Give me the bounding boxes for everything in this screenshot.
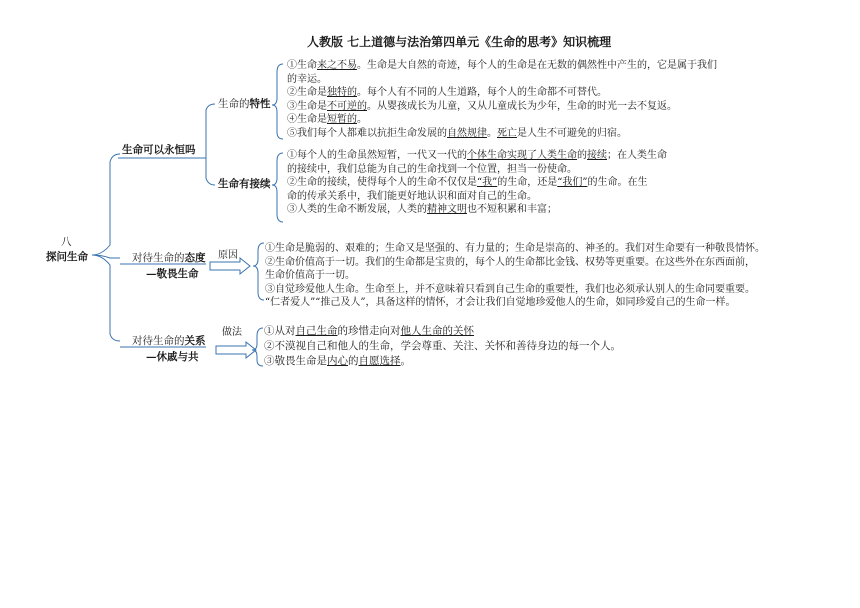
text-segment: ④生命是 [287, 114, 327, 125]
underlined-keyword: 来之不易 [317, 60, 357, 71]
text-segment: 。从婴孩成长为儿童，又从儿童成长为少年，生命的时光一去不复返。 [367, 100, 677, 112]
text-segment: ①从对 [264, 325, 296, 337]
text-segment: ；在人类生命 [607, 150, 667, 161]
underlined-keyword: 独特的 [327, 87, 357, 98]
branch2-arrow-label: 原因 [218, 250, 238, 261]
text-line [287, 113, 717, 127]
text-segment: 的接续中，我们总能为自己的生命找到一个位置，担当一份使命。 [287, 163, 577, 175]
text-line [265, 269, 765, 283]
text-line [287, 203, 667, 217]
text-line [287, 59, 717, 73]
text-line [287, 176, 667, 190]
branch3-title: 对待生命的关系 [132, 335, 206, 347]
text-segment: 的生命，还是 [497, 177, 558, 188]
text-segment: ③敬畏生命是 [264, 355, 327, 367]
underlined-keyword: “我” [477, 177, 498, 188]
underlined-keyword: 个体生命 [467, 150, 507, 161]
text-segment: ①生命 [287, 60, 317, 71]
text-segment: ②生命价值高于一切。我们的生命都是宝贵的，每个人的生命都比金钱、权势等更重要。在这些外在东西面前， [265, 256, 755, 268]
text-segment: ⑤我们每个人都难以抗拒生命发展的 [287, 127, 447, 139]
text-segment: 。生命是大自然的奇迹，每个人的生命是在无数的偶然性中产生的，它是属于我们 [357, 60, 717, 71]
text-segment: 。 [357, 114, 367, 125]
text-line [265, 283, 765, 297]
underlined-keyword: 不可逆的 [327, 100, 367, 112]
text-line [264, 354, 621, 369]
text-line [287, 163, 667, 177]
text-segment: ②不漠视自己和他人的生命，学会尊重、关注、关怀和善待身边的每一个人。 [264, 340, 621, 352]
underlined-keyword: 实现了 [507, 150, 537, 161]
sub2-item-list [287, 149, 667, 217]
sub2-label: 生命有接续 [218, 178, 271, 190]
text-segment: 的 [577, 150, 587, 161]
text-line [287, 100, 717, 114]
text-segment: 生命价值高于一切。 [265, 270, 355, 281]
underlined-keyword: 自己生命 [295, 325, 338, 337]
text-segment: ①每个人的生命虽然短暂，一代又一代的 [287, 150, 467, 161]
sub1-item-list [287, 59, 717, 140]
underlined-keyword: 短暂的 [327, 114, 357, 125]
text-line [265, 256, 765, 270]
underlined-keyword: 接续 [587, 150, 607, 161]
text-line [264, 324, 621, 339]
text-line [287, 73, 717, 87]
branch3-item-list [264, 324, 621, 369]
text-segment: 也不短积累和丰富； [467, 204, 557, 215]
text-segment: 。 [400, 355, 411, 367]
underlined-keyword: 他人生命的关怀 [400, 325, 474, 337]
root-label: 探问生命 [46, 251, 88, 263]
text-segment: 命的传承关系中，我们能更好地认识和面对自己的生命。 [287, 190, 537, 202]
text-segment: 的生命。在生 [587, 177, 648, 188]
branch1-label: 生命可以永恒吗 [122, 144, 196, 156]
branch3-arrow-label: 做法 [222, 327, 242, 338]
text-line [265, 296, 765, 310]
branch2-item-list [265, 242, 765, 310]
text-segment: ②生命的接续，使得每个人的生命不仅仅是 [287, 177, 477, 188]
underlined-keyword: 死亡 [497, 127, 517, 139]
text-segment: ③自觉珍爱他人生命。生命至上，并不意味着只看到自己生命的重要性，我们也必须承认别人的生命同要重要。 [265, 283, 755, 295]
text-line [287, 149, 667, 163]
text-segment: 的 [348, 355, 359, 367]
underlined-keyword: 内心 [327, 355, 348, 367]
text-segment: 的幸运。 [287, 73, 327, 85]
root-number: 八 [61, 236, 72, 248]
text-line [287, 127, 717, 141]
sub1-label: 生命的特性 [218, 98, 271, 110]
text-line [264, 339, 621, 354]
text-segment: 。每个人有不同的人生道路，每个人的生命都不可替代。 [357, 87, 607, 98]
page-title: 人教版 七上道德与法治第四单元《生命的思考》知识梳理 [307, 35, 612, 49]
underlined-keyword: 自然规律 [447, 127, 487, 139]
underlined-keyword: “我们” [557, 177, 588, 188]
text-segment: ③人类的生命不断发展，人类的 [287, 204, 427, 215]
text-line [265, 242, 765, 256]
underlined-keyword: 自愿选择 [358, 355, 401, 367]
text-segment: 。 [487, 127, 497, 139]
underlined-keyword: 人类生命 [537, 150, 577, 161]
text-segment: ②生命是 [287, 87, 327, 98]
text-segment: 是人生不可避免的归宿。 [517, 127, 627, 139]
text-line [287, 190, 667, 204]
text-segment: 的珍惜走向对 [337, 325, 401, 337]
text-segment: “仁者爱人”“推己及人”，具备这样的情怀，才会让我们自觉地珍爱他人的生命，如同珍爱自己的生命一样。 [265, 297, 736, 308]
text-segment: ①生命是脆弱的、艰难的；生命又是坚强的、有力量的；生命是崇高的、神圣的。我们对生命要有一种敬畏情怀。 [265, 243, 765, 254]
underlined-keyword: 精神文明 [427, 204, 467, 215]
branch2-title: 对待生命的态度 [132, 252, 206, 264]
text-line [287, 86, 717, 100]
branch3-subtitle: —休戚与共 [146, 351, 199, 363]
branch2-subtitle: —敬畏生命 [146, 268, 199, 280]
text-segment: ③生命是 [287, 100, 327, 112]
